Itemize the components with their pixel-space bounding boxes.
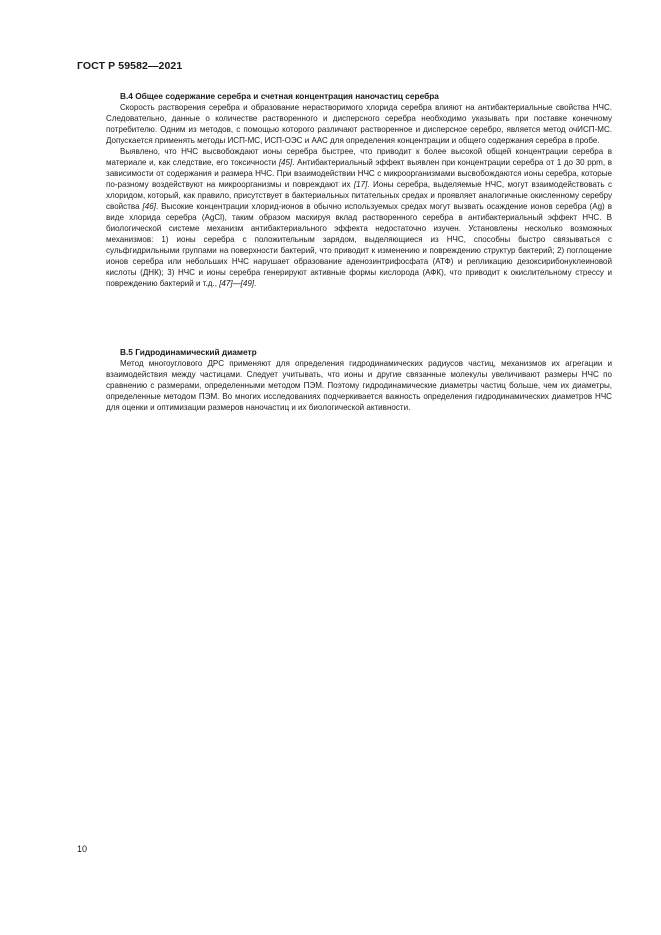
section-b5 — [106, 347, 612, 413]
section-title: В.4 Общее содержание серебра и счетная концентрация наночастиц серебра — [120, 91, 439, 101]
text-run: Метод многоуглового ДРС применяют для определения гидродинамических радиусов частиц, механизмов их агрегации и взаимодействия между частицами. Следует учитывать, что ионы и другие связанные молекулы увеличивают размеры НЧС по сравнению с размерами, определенными методом ПЭМ. Поэтому гидродинамические диаметры частиц больше, чем их диаметры, определенные методом ПЭМ. Во многих исследованиях подчеркивается важность определения гидродинамических диаметров НЧС для оценки и оптимизации размеров наночастиц и их биологической активности. — [106, 359, 612, 412]
paragraph — [106, 146, 612, 289]
citation-reference: [17] — [353, 180, 368, 189]
paragraph — [106, 102, 612, 146]
section-title: В.5 Гидродинамический диаметр — [120, 347, 257, 357]
standard-designation-header: ГОСТ Р 59582—2021 — [77, 60, 183, 72]
citation-reference: [46] — [142, 202, 156, 211]
text-run: Скорость растворения серебра и образование нерастворимого хлорида серебра влияют на антибактериальные свойства НЧС. Следовательно, данные о количестве растворенного и дисперсного серебра необходимо указывать при поставке конечному потребителю. Одним из методов, с помощью которого различают растворенное и дисперсное серебро, является метод очИСП-МС. Допускается применять методы ИСП-МС, ИСП-ОЭС и ААС для определения концентрации и общего содержания серебра в пробе. — [106, 103, 612, 145]
text-run: . Высокие концентрации хлорид-ионов в обычно используемых средах могут вызвать осаждение ионов серебра (Ag) в виде хлорида серебра (AgCl), таким образом маскируя вклад растворенного серебра в антибактериальный эффект НЧС. В биологической системе механизм антибактериального эффекта недостаточно изучен. Установлены несколько возможных механизмов: 1) ионы серебра с положительным зарядом, выделяющиеся из НЧС, способны быстро связываться с сульфгидрильными группами на поверхности бактерий, что приводит к изменению и повреждению структур бактерий; 2) поглощение ионов серебра или небольших НЧС нарушает образование аденозинтрифосфата (АТФ) и репликацию дезоксирибонуклеиновой кислоты (ДНК); 3) НЧС и ионы серебра генерируют активные формы кислорода (АФК), что приводит к окислительному стрессу и повреждению бактерий и т.д., — [106, 202, 612, 288]
page-number: 10 — [77, 844, 88, 854]
text-run: Выявлено, что НЧС высвобождают ионы серебра быстрее, что приводит к более высокой общей концентрации серебра в материале и, как следствие, его токсичности — [106, 147, 612, 167]
citation-reference: [47]—[49] — [219, 279, 255, 288]
text-run: . — [254, 279, 257, 288]
text-run: . Антибактериальный эффект выявлен при концентрации серебра от 1 до 30 ppm, в зависимости от содержания и размера НЧС. При взаимодействии НЧС с микроорганизмами высвобождаются ионы серебра, которые по-разному воздействуют на микроорганизмы и повреждают их — [106, 158, 613, 189]
text-run: . Ионы серебра, выделяемые НЧС, могут взаимодействовать с хлоридом, который, как правило, присутствует в бактериальных питательных средах и проявляет аналогичные окисленному серебру свойства — [106, 180, 612, 211]
paragraph — [106, 358, 612, 413]
section-b4 — [106, 91, 612, 289]
citation-reference: [45] — [278, 158, 293, 167]
